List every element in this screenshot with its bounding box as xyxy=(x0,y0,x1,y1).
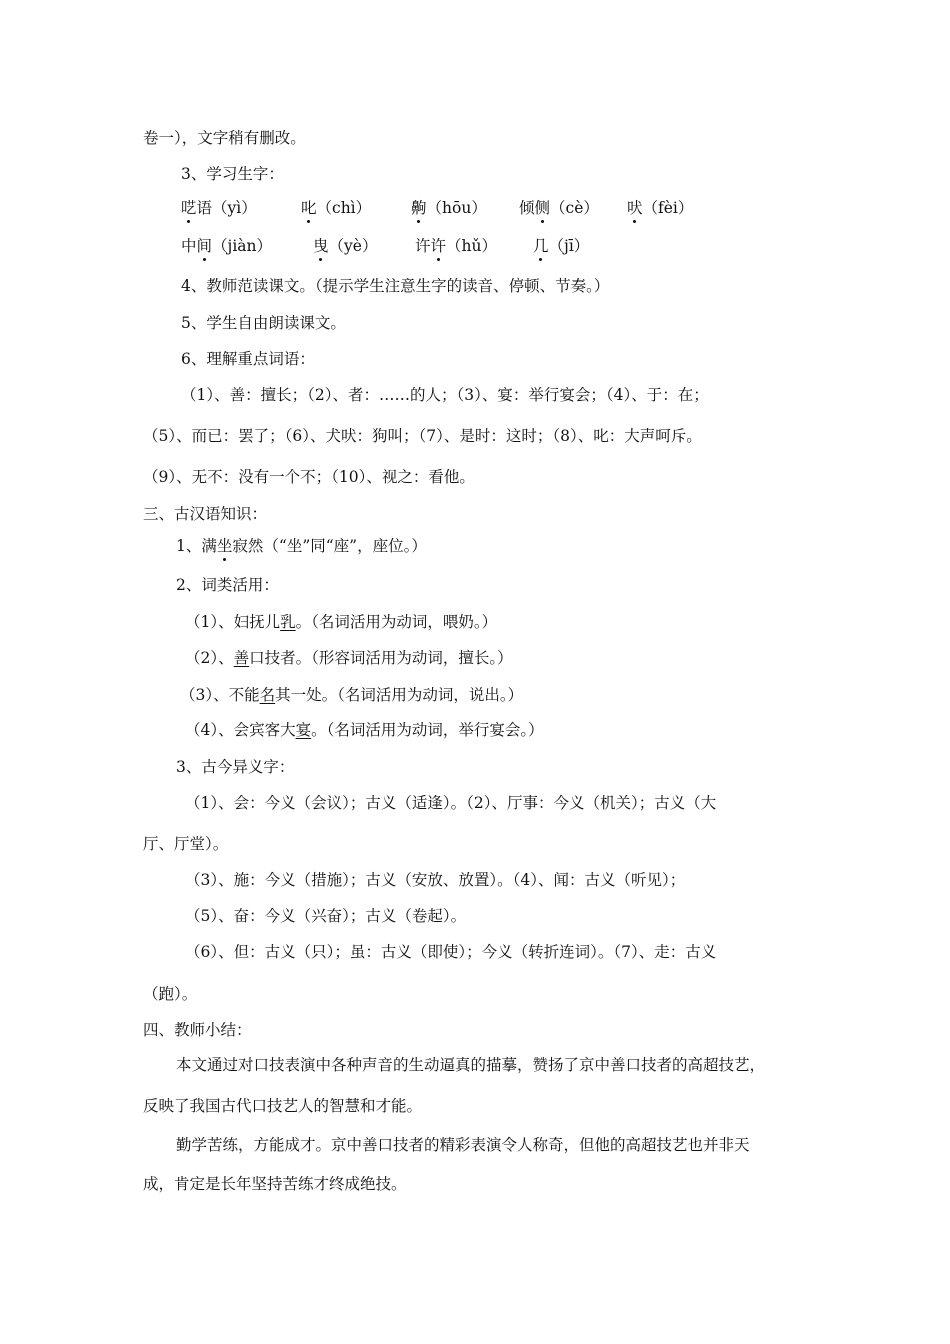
text-line: （4）、会宾客大宴。（名词活用为动词，举行宴会。） xyxy=(185,721,544,739)
section-heading: 三、古汉语知识： xyxy=(143,505,268,523)
text-line: （5）、而已：罢了；（6）、犬吠：狗叫；（7）、是时：这时；（8）、叱：大声呵斥。 xyxy=(143,427,702,445)
vocab-row xyxy=(181,236,589,256)
text-line: （3）、施：今义（措施）；古义（安放、放置）。（4）、闻：古义（听见）； xyxy=(185,871,686,889)
vocab-item: 呓语（yì） xyxy=(181,199,257,217)
step-heading: 2、词类活用： xyxy=(176,576,279,594)
step-heading: 3、学习生字： xyxy=(181,165,284,183)
paragraph-line: 本文通过对口技表演中各种声音的生动逼真的描摹，赞扬了京中善口技者的高超技艺， xyxy=(176,1056,766,1074)
vocab-item: 几（jī） xyxy=(533,237,590,255)
text-line: （1）、会：今义（会议）；古义（适逢）。（2）、厅事：今义（机关）；古义（大 xyxy=(185,794,717,812)
vocab-item: 倾侧（cè） xyxy=(519,199,599,217)
step-heading: 5、学生自由朗读课文。 xyxy=(181,314,346,332)
text-line: （跑）。 xyxy=(143,985,198,1003)
text-line: （3）、不能名其一处。（名词活用为动词，说出。） xyxy=(180,686,524,704)
vocab-row xyxy=(181,198,693,218)
vocab-item: 许许（hǔ） xyxy=(415,237,497,255)
step-heading: 3、古今异义字： xyxy=(176,758,295,776)
text-line: （1）、妇抚儿乳。（名词活用为动词，喂奶。） xyxy=(185,613,498,631)
text-line: （5）、奋：今义（兴奋）；古义（卷起）。 xyxy=(185,907,467,925)
section-heading: 四、教师小结： xyxy=(143,1021,252,1039)
vocab-item: 中间（jiàn） xyxy=(181,237,273,255)
vocab-item: 叱（chì） xyxy=(301,199,372,217)
text-line: 卷一），文字稍有删改。 xyxy=(143,129,306,147)
vocab-item: 吠（fèi） xyxy=(627,199,694,217)
paragraph-line: 反映了我国古代口技艺人的智慧和才能。 xyxy=(143,1097,423,1115)
text-line: （6）、但：古义（只）；虽：古义（即使）；今义（转折连词）。（7）、走：古义 xyxy=(185,943,717,961)
step-heading: 6、理解重点词语： xyxy=(181,350,315,368)
vocab-item: 齁（hōu） xyxy=(411,199,487,217)
text-line: （2）、善口技者。（形容词活用为动词，擅长。） xyxy=(185,649,513,667)
paragraph-line: 成，肯定是长年坚持苦练才终成绝技。 xyxy=(143,1175,407,1193)
text-line: （9）、无不：没有一个不；（10）、视之：看他。 xyxy=(143,468,475,486)
text-line: 厅、厅堂）。 xyxy=(143,835,229,853)
paragraph-line: 勤学苦练，方能成才。京中善口技者的精彩表演令人称奇，但他的高超技艺也并非天 xyxy=(176,1136,750,1154)
step-heading: 4、教师范读课文。（提示学生注意生字的读音、停顿、节奏。） xyxy=(181,277,610,295)
text-line: 1、满坐寂然（“坐”同“座”，座位。） xyxy=(176,537,427,555)
vocab-item: 曳（yè） xyxy=(313,237,378,255)
text-line: （1）、善：擅长；（2）、者：……的人；（3）、宴：举行宴会；（4）、于：在； xyxy=(181,386,709,404)
